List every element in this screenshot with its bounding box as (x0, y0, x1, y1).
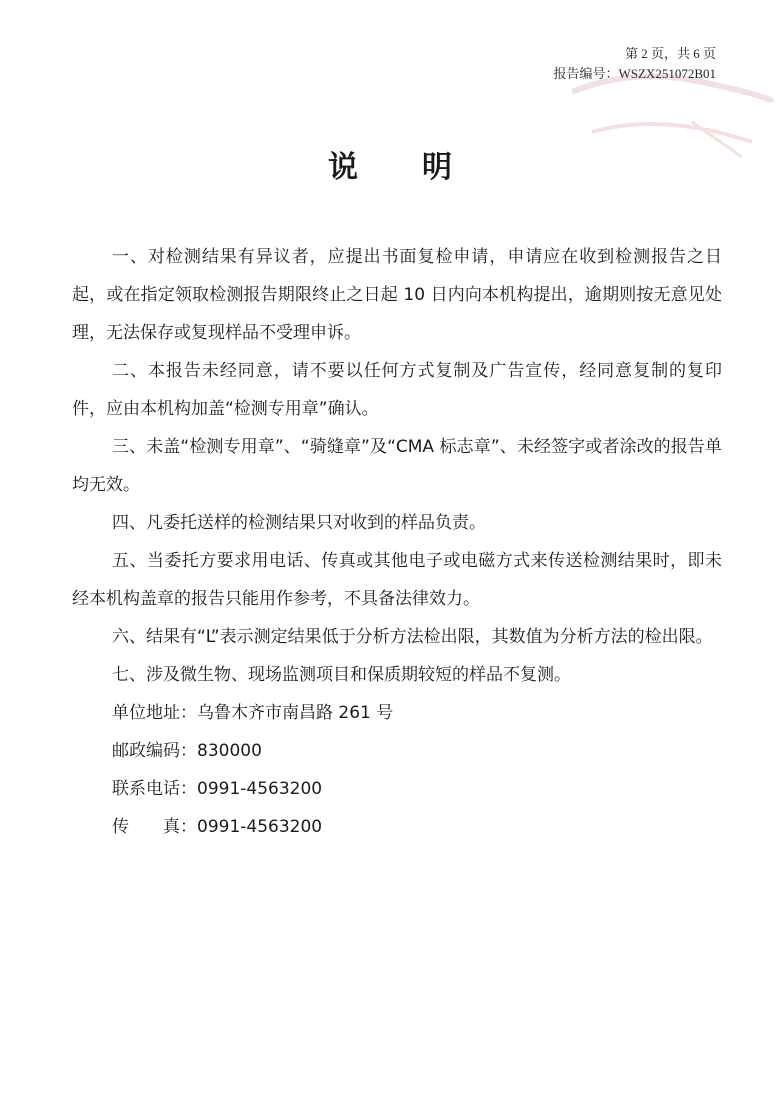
note-paragraph-1: 一、对检测结果有异议者，应提出书面复检申请，申请应在收到检测报告之日起，或在指定领取检测报告期限终止之日起 10 日内向本机构提出，逾期则按无意见处理，无法保存或复现样品不受理申诉。 (72, 247, 722, 343)
note-paragraph-6: 六、结果有“L”表示测定结果低于分析方法检出限，其数值为分析方法的检出限。 (112, 627, 713, 647)
fax-label: 传 真： (112, 817, 197, 837)
address-value: 乌鲁木齐市南昌路 261 号 (197, 703, 394, 723)
notes-body (72, 238, 722, 846)
phone-label: 联系电话： (112, 779, 197, 799)
postcode-value: 830000 (197, 741, 262, 761)
fax-line (72, 808, 722, 846)
note-paragraph-4: 四、凡委托送样的检测结果只对收到的样品负责。 (112, 513, 486, 533)
phone-value: 0991-4563200 (197, 779, 323, 799)
postcode-label: 邮政编码： (112, 741, 197, 761)
page-header (553, 44, 716, 84)
note-paragraph-3: 三、未盖“检测专用章”、“骑缝章”及“CMA 标志章”、未经签字或者涂改的报告单均无效。 (72, 437, 722, 495)
note-paragraph-7: 七、涉及微生物、现场监测项目和保质期较短的样品不复测。 (112, 665, 571, 685)
postcode-line (72, 732, 722, 770)
note-paragraph-5: 五、当委托方要求用电话、传真或其他电子或电磁方式来传送检测结果时，即未经本机构盖章的报告只能用作参考，不具备法律效力。 (72, 551, 722, 609)
fax-value: 0991-4563200 (197, 817, 323, 837)
title-char-left: 说 (328, 150, 360, 185)
phone-line (72, 770, 722, 808)
note-paragraph-2: 二、本报告未经同意，请不要以任何方式复制及广告宣传，经同意复制的复印件，应由本机构加盖“检测专用章”确认。 (72, 361, 722, 419)
report-number: 报告编号：WSZX251072B01 (553, 66, 716, 81)
title-char-right: 明 (422, 150, 454, 185)
page-title (0, 142, 782, 186)
address-label: 单位地址： (112, 703, 197, 723)
address-line (72, 694, 722, 732)
page-number: 第 2 页，共 6 页 (624, 46, 716, 61)
